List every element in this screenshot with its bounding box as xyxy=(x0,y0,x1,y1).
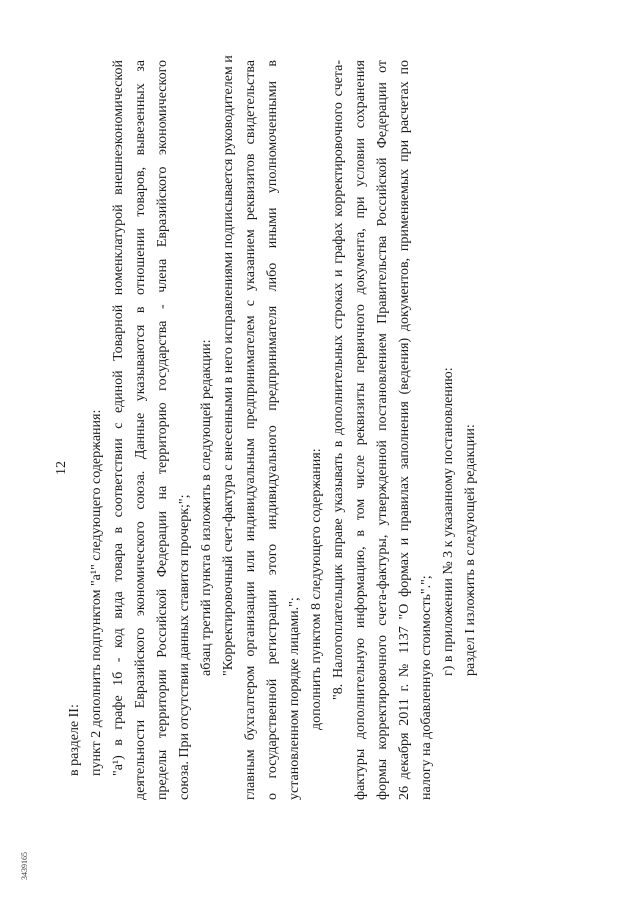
text-line: 26 декабря 2011 г. № 1137 "О формах и правилах заполнения (ведения) документов, применяемых при расчетах по xyxy=(397,60,412,800)
text-line: формы корректировочного счета-фактуры, утвержденной постановлением Правительства Российской Федерации от xyxy=(375,60,390,800)
text-line: налогу на добавленную стоимость"."; xyxy=(419,575,434,800)
page-number: 12 xyxy=(54,461,69,475)
text-line: г) в приложении № 3 к указанному постановлению: xyxy=(441,367,456,676)
document-body xyxy=(64,55,478,800)
text-line: в разделе II: xyxy=(67,704,82,776)
text-line: главным бухгалтером организации или индивидуальным предпринимателем с указанием реквизитов свидетельства xyxy=(243,60,258,800)
text-line: деятельности Евразийского экономического союза. Данные указываются в отношении товаров, вывезенных за xyxy=(133,60,148,800)
text-line: "Корректировочный счет-фактура с внесенными в него исправлениями подписывается руководителем и xyxy=(221,55,236,676)
text-line: "а¹) в графе 1б - код вида товара в соответствии с единой Товарной номенклатурой внешнеэкономической xyxy=(111,60,126,776)
text-line: фактуры дополнительную информацию, в том числе реквизиты первичного документа, при условии сохранения xyxy=(353,60,368,800)
text-line: пределы территории Российской Федерации на территорию государства - члена Евразийского экономического xyxy=(155,60,170,800)
text-line: пункт 2 дополнить подпунктом "а¹" следующего содержания: xyxy=(89,409,104,776)
document-id: 3439165 xyxy=(20,852,29,880)
text-line: "8. Налогоплательщик вправе указывать в дополнительных строках и графах корректировочного счета- xyxy=(331,60,346,700)
text-line: союза. При отсутствии данных ставится прочерк;"; xyxy=(177,494,192,800)
text-line: абзац третий пункта 6 изложить в следующей редакции: xyxy=(199,339,214,676)
text-line: дополнить пунктом 8 следующего содержания: xyxy=(309,448,324,730)
text-line: установленном порядке лицами."; xyxy=(287,597,302,800)
text-line: о государственной регистрации этого индивидуального предпринимателя либо иными уполномоченными в xyxy=(265,60,280,800)
text-line: раздел I изложить в следующей редакции: xyxy=(463,424,478,676)
